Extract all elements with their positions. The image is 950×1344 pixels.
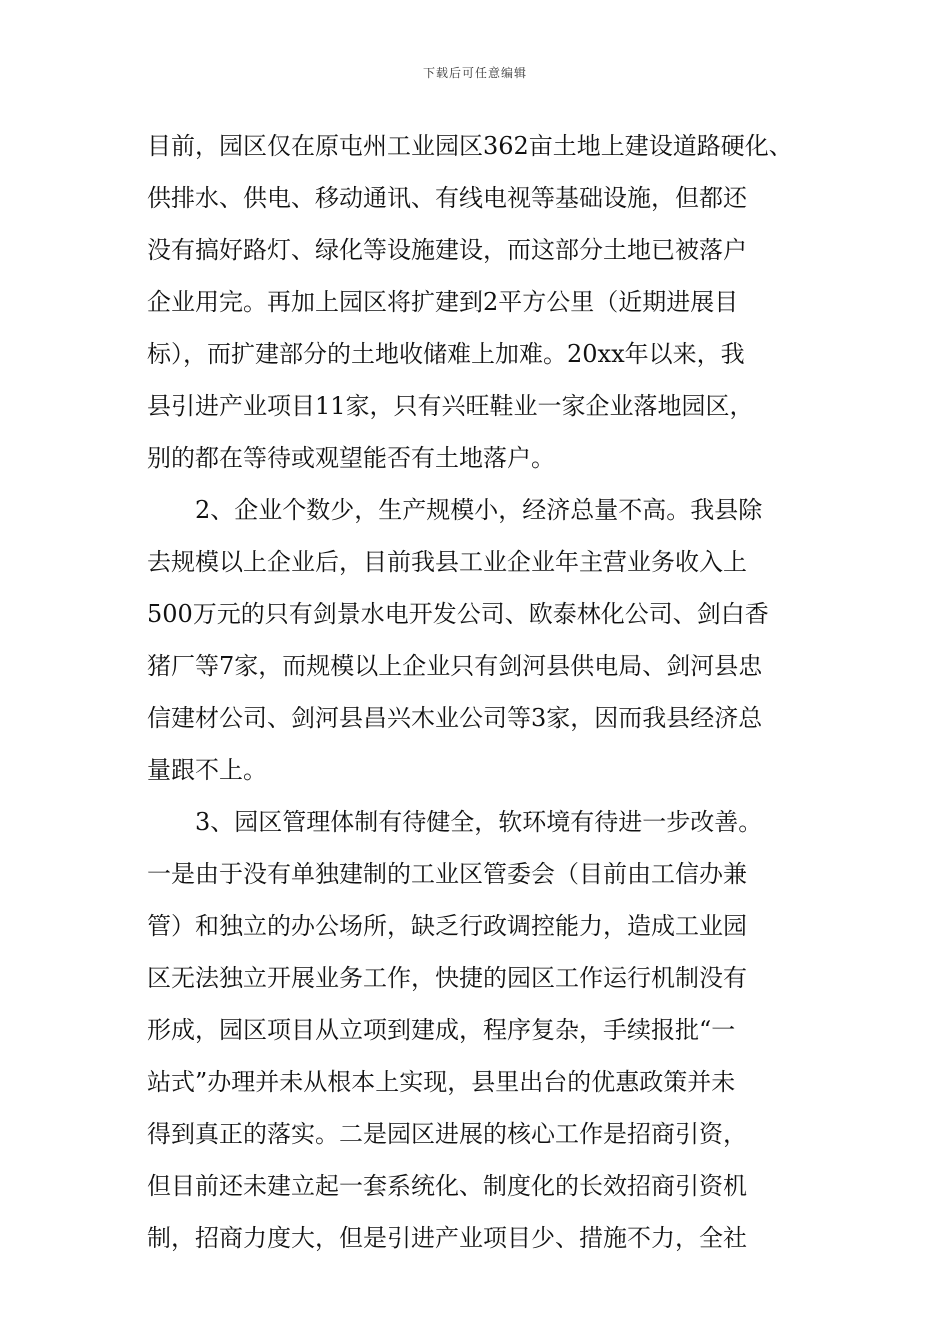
text-line: 量跟不上。 [147,756,267,784]
text-line: 一是由于没有单独建制的工业区管委会（目前由工信办兼 [147,860,747,888]
paragraph-heading-3: 3、园区管理体制有待健全，软环境有待进一步改善。 [195,808,763,836]
text-line: 得到真正的落实。二是园区进展的核心工作是招商引资， [147,1120,747,1148]
text-line: 标），而扩建部分的土地收储难上加难。20xx年以来，我 [147,340,745,368]
text-line: 站式”办理并未从根本上实现，县里出台的优惠政策并未 [147,1068,736,1096]
text-line: 管）和独立的办公场所，缺乏行政调控能力，造成工业园 [147,912,747,940]
text-line: 信建材公司、剑河县昌兴木业公司等3家，因而我县经济总 [147,704,763,732]
text-line: 县引进产业项目11家，只有兴旺鞋业一家企业落地园区， [147,392,754,420]
text-line: 目前，园区仅在原屯州工业园区362亩土地上建设道路硬化、 [147,132,793,160]
text-line: 供排水、供电、移动通讯、有线电视等基础设施，但都还 [147,184,747,212]
text-line: 区无法独立开展业务工作，快捷的园区工作运行机制没有 [147,964,747,992]
text-line: 企业用完。再加上园区将扩建到2平方公里（近期进展目 [147,288,739,316]
text-line: 500万元的只有剑景水电开发公司、欧泰林化公司、剑白香 [147,600,769,628]
text-line: 猪厂等7家，而规模以上企业只有剑河县供电局、剑河县忠 [147,652,763,680]
page-header: 下载后可任意编辑 [422,66,527,80]
text-line: 别的都在等待或观望能否有土地落户。 [147,444,555,472]
paragraph-heading-2: 2、企业个数少，生产规模小，经济总量不高。我县除 [195,496,763,524]
text-line: 制，招商力度大，但是引进产业项目少、措施不力，全社 [147,1224,747,1252]
text-line: 但目前还未建立起一套系统化、制度化的长效招商引资机 [147,1172,747,1200]
text-line: 没有搞好路灯、绿化等设施建设，而这部分土地已被落户 [147,236,747,264]
text-line: 形成，园区项目从立项到建成，程序复杂，手续报批“一 [147,1016,736,1044]
text-line: 去规模以上企业后，目前我县工业企业年主营业务收入上 [147,548,747,576]
